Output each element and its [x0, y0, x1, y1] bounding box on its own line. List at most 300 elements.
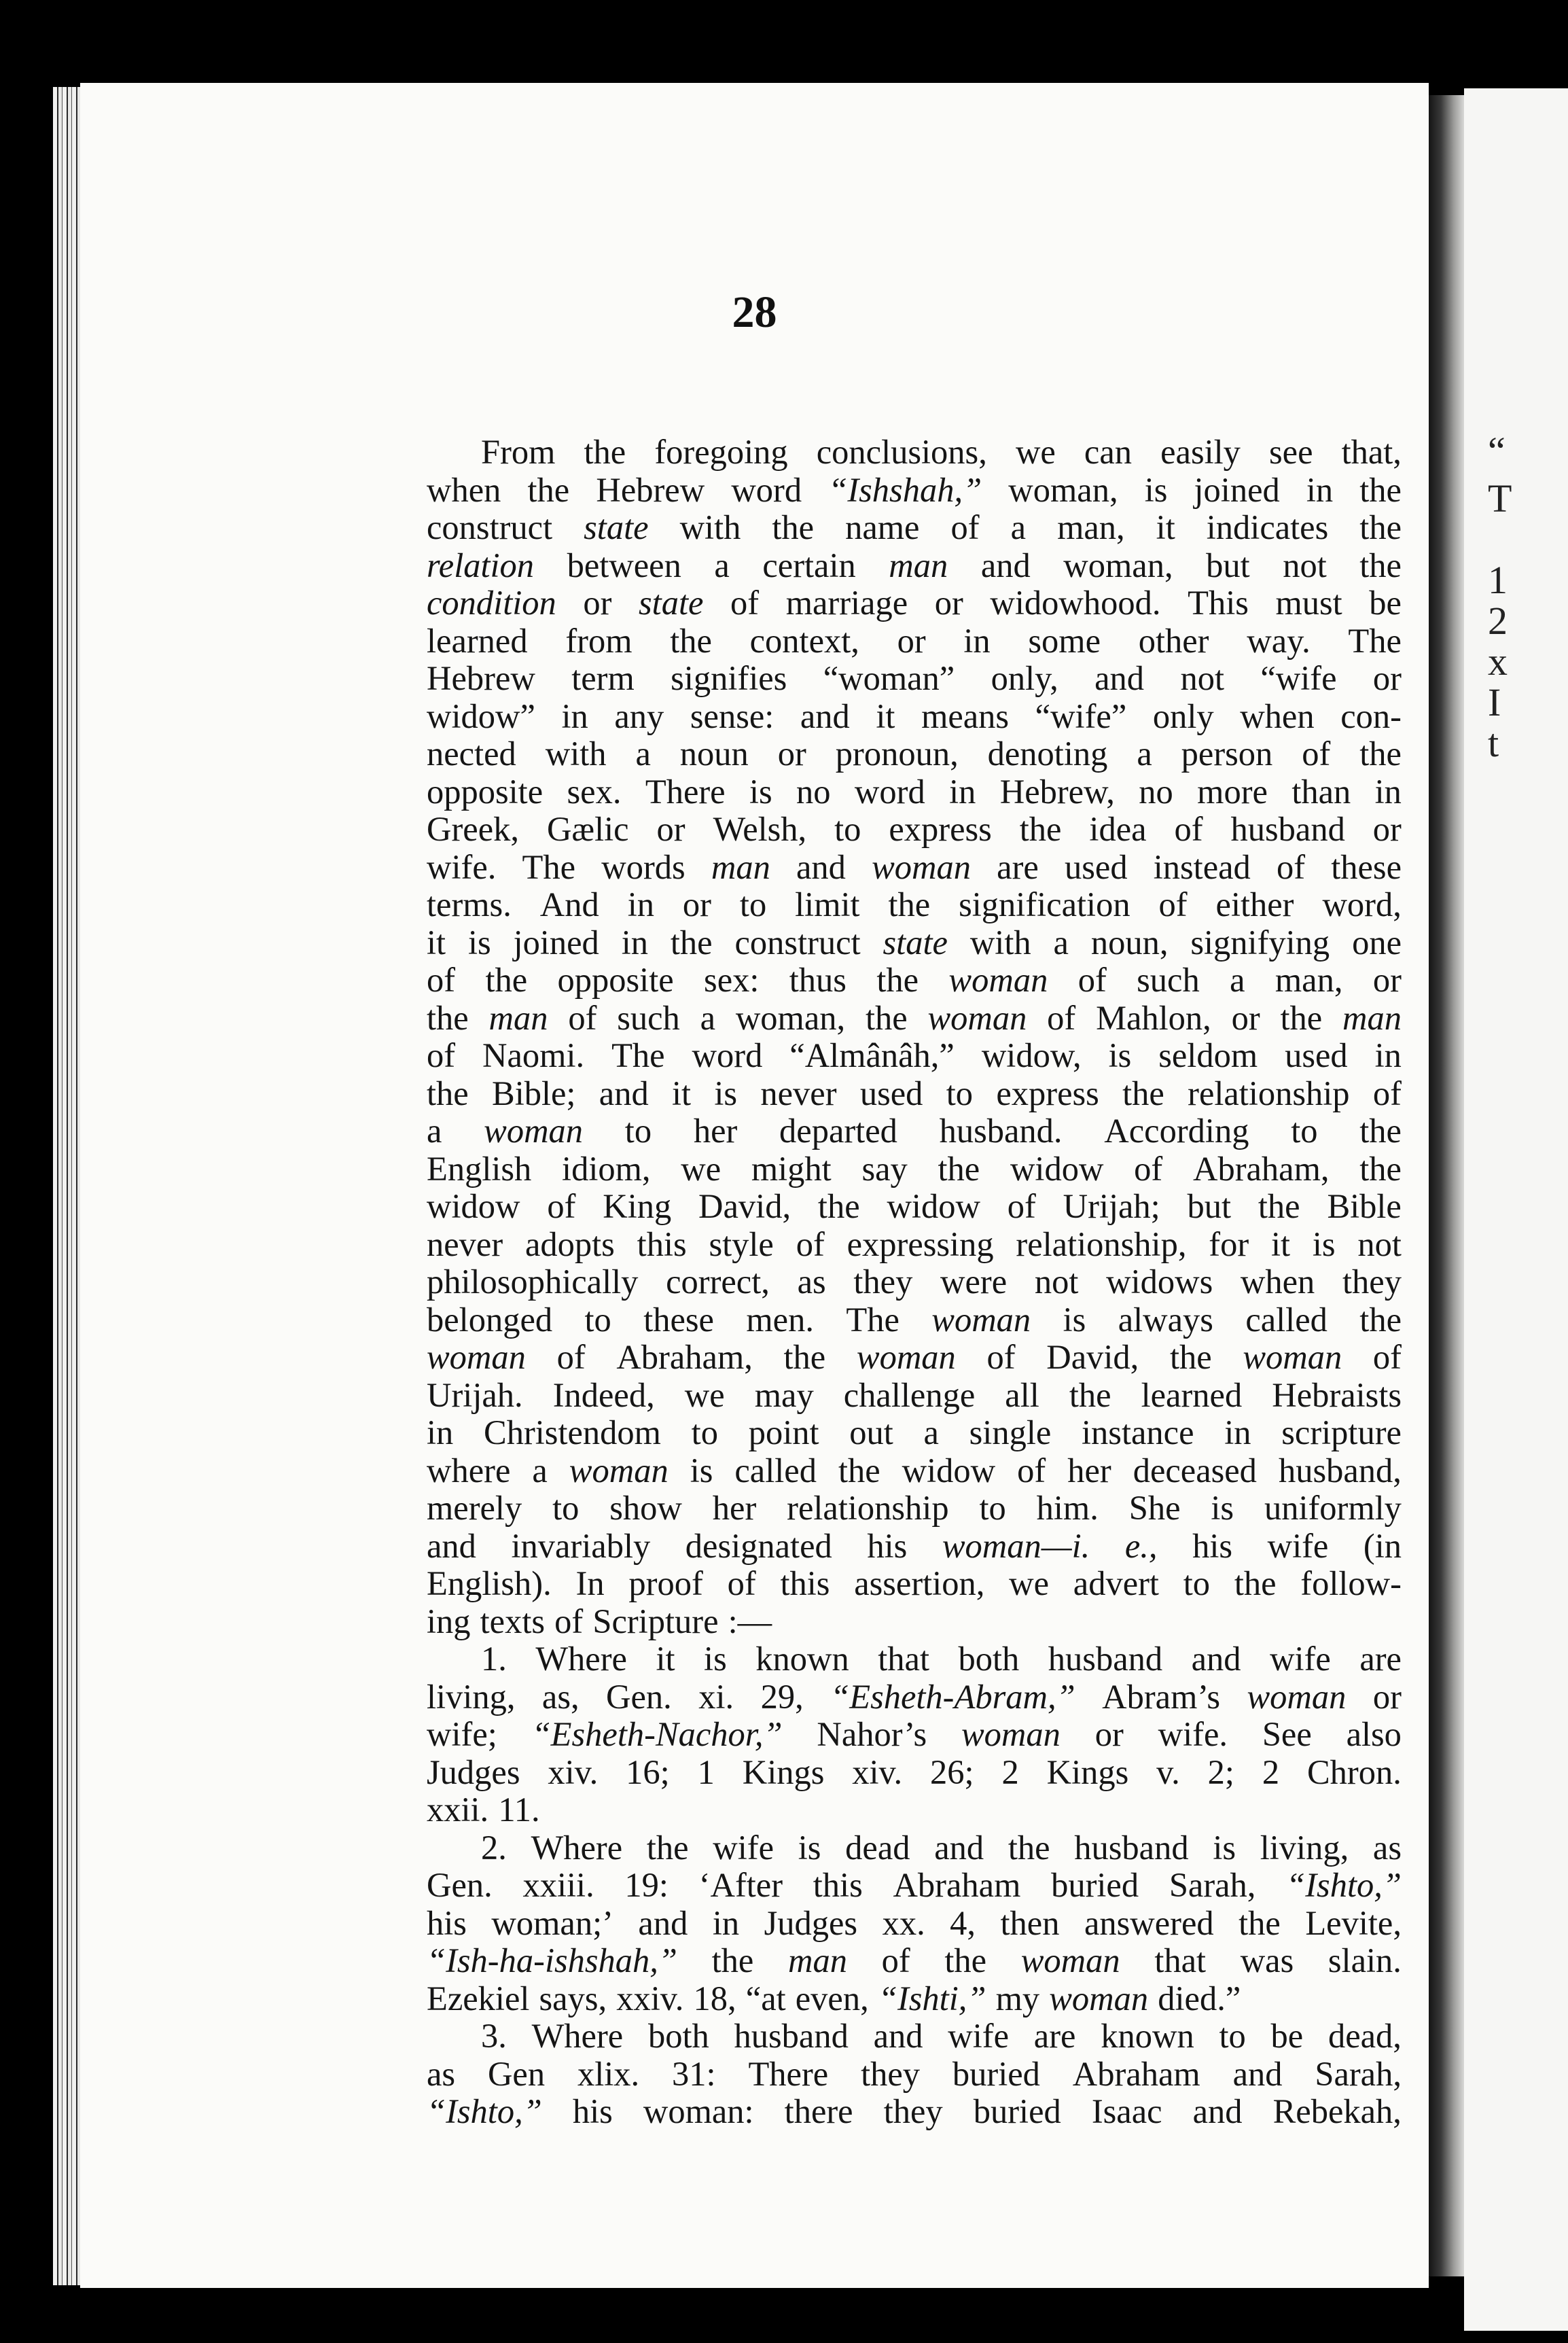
word: word	[731, 470, 802, 509]
word: a	[714, 546, 730, 584]
word: with	[679, 508, 741, 546]
word: men.	[746, 1300, 814, 1339]
word: opposite	[427, 772, 544, 811]
word: “wife”	[1035, 697, 1127, 735]
text-line	[427, 1226, 1402, 1264]
adjacent-page-edge	[1464, 88, 1568, 2331]
word: thus	[789, 961, 847, 999]
word: Gen.	[427, 1866, 493, 1904]
word: in	[712, 1903, 740, 1942]
word: and	[1191, 1640, 1241, 1678]
word: the	[646, 1828, 689, 1867]
word: the	[817, 1187, 860, 1225]
word: may	[754, 1375, 814, 1414]
word: the	[1359, 546, 1402, 584]
word: the	[485, 961, 528, 999]
word: with	[545, 735, 607, 773]
word: are	[997, 847, 1039, 886]
word: 2;	[1207, 1752, 1234, 1791]
word: and	[1192, 2092, 1243, 2130]
word: the	[1019, 810, 1062, 848]
word: there	[784, 2092, 853, 2130]
word: of	[427, 1036, 456, 1074]
word: it	[656, 1640, 675, 1678]
word: Scripture	[592, 1602, 719, 1640]
word: in	[1306, 470, 1334, 509]
word: of	[796, 1225, 825, 1263]
word: and	[796, 847, 846, 886]
word: or	[682, 885, 711, 923]
word: Bible	[1327, 1187, 1402, 1225]
word: of	[1007, 1187, 1036, 1225]
word: is	[467, 923, 491, 962]
word: it	[1156, 508, 1175, 546]
word: name	[845, 508, 920, 546]
word: of	[727, 1564, 756, 1602]
word: From	[481, 433, 556, 471]
word: Isaac	[1091, 2092, 1162, 2130]
word: 2	[1262, 1752, 1280, 1791]
word: The	[1348, 621, 1402, 660]
text-line	[427, 472, 1402, 510]
word: of	[1077, 961, 1107, 999]
word: woman	[1020, 1941, 1120, 1979]
word: the	[1359, 470, 1402, 509]
word: or	[1372, 810, 1402, 848]
word: show	[609, 1489, 682, 1527]
word: of	[427, 961, 456, 999]
text-line	[427, 773, 1402, 811]
word: all	[1005, 1375, 1039, 1414]
word: never	[427, 1225, 503, 1263]
text-line	[427, 1414, 1402, 1452]
word: and	[800, 697, 850, 735]
word: her	[712, 1489, 757, 1527]
word: out	[849, 1413, 893, 1451]
word: in	[1374, 1036, 1402, 1074]
word: we	[1009, 1564, 1049, 1602]
word: and	[934, 1828, 984, 1867]
text-line	[427, 1150, 1402, 1188]
word: are	[1033, 2017, 1076, 2055]
text-line	[427, 2018, 1402, 2056]
word: follow-	[1300, 1564, 1402, 1602]
word: this	[637, 1225, 687, 1263]
word: relationship,	[1016, 1225, 1187, 1263]
word: :—	[728, 1602, 772, 1640]
word: The	[846, 1300, 899, 1339]
word: There	[645, 772, 726, 811]
word: advert	[1073, 1564, 1159, 1602]
word: and	[599, 1074, 649, 1112]
word: woman	[1049, 1979, 1149, 2018]
word: is	[1211, 1489, 1234, 1527]
adjacent-page-glyph: x	[1488, 639, 1508, 684]
word: to	[739, 885, 767, 923]
word: Hebrew	[596, 470, 705, 509]
word: Rebekah,	[1272, 2092, 1402, 2130]
word: is	[714, 1074, 738, 1112]
word: is	[749, 772, 772, 811]
word: pronoun,	[835, 735, 959, 773]
word: might	[751, 1149, 832, 1188]
word: means	[921, 697, 1010, 735]
word: 4,	[950, 1903, 976, 1942]
text-line	[427, 1037, 1402, 1075]
word: be	[1369, 584, 1402, 622]
text-line	[427, 1188, 1402, 1226]
word: used	[1285, 1036, 1348, 1074]
word: the	[1169, 1338, 1212, 1376]
word: seldom	[1158, 1036, 1258, 1074]
word: “Ish-ha-ishshah,”	[427, 1941, 677, 1979]
word: to	[979, 1489, 1006, 1527]
word: the	[944, 1941, 987, 1979]
word: his	[1192, 1526, 1233, 1565]
word: ‘After	[698, 1866, 783, 1904]
word: widow	[1010, 1149, 1104, 1188]
word: Urijah;	[1063, 1187, 1160, 1225]
word: buried	[952, 2054, 1040, 2093]
word: Judges	[427, 1752, 520, 1791]
word: to	[552, 1489, 580, 1527]
word: woman,	[1063, 546, 1173, 584]
word: the	[711, 1941, 754, 1979]
word: the	[865, 998, 908, 1037]
text-line	[427, 698, 1402, 736]
word: in	[1374, 772, 1402, 811]
text-line	[427, 1452, 1402, 1490]
word: it	[427, 923, 446, 962]
word: assertion,	[854, 1564, 985, 1602]
word: any	[614, 697, 664, 735]
word: Ezekiel	[427, 1979, 530, 2018]
word: of	[1372, 1074, 1402, 1112]
word: of	[1134, 1149, 1163, 1188]
word: way.	[1247, 621, 1311, 660]
word: challenge	[843, 1375, 976, 1414]
word: only,	[991, 659, 1058, 697]
word: She	[1128, 1489, 1181, 1527]
word: only	[1152, 697, 1214, 735]
word: signifying	[1190, 923, 1330, 962]
word: the	[670, 621, 712, 660]
word: certain	[762, 546, 856, 584]
text-line	[427, 1112, 1402, 1150]
word: the	[876, 961, 919, 999]
word: This	[1188, 584, 1249, 622]
word: departed	[779, 1112, 897, 1150]
word: correct,	[666, 1263, 770, 1301]
word: 2	[1001, 1752, 1019, 1791]
word: for	[1209, 1225, 1249, 1263]
word: we	[684, 1375, 725, 1414]
word: it	[672, 1074, 692, 1112]
text-line	[427, 1490, 1402, 1528]
word: no	[1139, 772, 1173, 811]
word: is	[1063, 1300, 1086, 1339]
word: invariably	[511, 1526, 651, 1565]
word: of	[568, 998, 597, 1037]
word: Abraham	[1072, 2054, 1200, 2093]
word: known	[1101, 2017, 1194, 2055]
word: denoting	[987, 735, 1108, 773]
word: “Ishto,”	[1286, 1866, 1402, 1904]
text-line	[427, 1867, 1402, 1905]
word: state	[639, 584, 704, 622]
text-line	[427, 1716, 1402, 1754]
word: when	[1240, 1263, 1315, 1301]
word: where	[427, 1451, 511, 1490]
word: Bible;	[492, 1074, 576, 1112]
word: woman	[484, 1112, 584, 1150]
word: idiom,	[562, 1149, 651, 1188]
word: in	[621, 923, 648, 962]
word: can	[1084, 433, 1133, 471]
word: of	[1372, 1338, 1402, 1376]
text-line	[427, 2093, 1402, 2131]
word: is	[690, 1451, 713, 1490]
word: woman	[1243, 1338, 1342, 1376]
page-number: 28	[732, 287, 777, 337]
word: and	[980, 546, 1031, 584]
word: wife	[713, 1828, 774, 1867]
text-line	[427, 1905, 1402, 1943]
word: David,	[1046, 1338, 1139, 1376]
word: living,	[1260, 1828, 1349, 1867]
word: xiv.	[852, 1752, 903, 1791]
word: 26;	[930, 1752, 974, 1791]
word: a	[1053, 923, 1069, 962]
word: or	[1231, 998, 1260, 1037]
word: Welsh,	[713, 810, 807, 848]
word: between	[567, 546, 681, 584]
word: Hebrew,	[999, 772, 1115, 811]
word: buried	[1051, 1866, 1139, 1904]
word: died.”	[1158, 1979, 1241, 2018]
text-line	[427, 1339, 1402, 1377]
word: known	[755, 1640, 849, 1678]
word: both	[647, 2017, 709, 2055]
word: terms.	[427, 885, 512, 923]
word: woman	[427, 1338, 526, 1376]
word: called	[1245, 1300, 1328, 1339]
word: the	[1359, 508, 1402, 546]
word: him.	[1036, 1489, 1099, 1527]
word: the	[1258, 1187, 1300, 1225]
word: and	[873, 2017, 923, 2055]
word: of	[1276, 847, 1306, 886]
text-line	[427, 1377, 1402, 1415]
word: joined	[513, 923, 599, 962]
word: say	[861, 1149, 908, 1188]
word: sense:	[690, 697, 774, 735]
word: express	[996, 1074, 1099, 1112]
word: a	[1137, 735, 1152, 773]
word: man	[1342, 998, 1402, 1037]
word: Abraham,	[616, 1338, 753, 1376]
word: Hebrew	[427, 659, 535, 697]
word: instead	[1153, 847, 1251, 886]
word: noun,	[1090, 923, 1169, 962]
word: “Ishto,”	[427, 2092, 542, 2130]
adjacent-page-glyph: “	[1488, 429, 1505, 473]
word: widow	[427, 1187, 520, 1225]
word: never	[760, 1074, 837, 1112]
word: uniformly	[1264, 1489, 1402, 1527]
word: this	[813, 1866, 863, 1904]
text-line	[427, 1603, 1402, 1641]
word: or	[934, 584, 963, 622]
word: David,	[698, 1187, 791, 1225]
word: the	[1069, 1375, 1111, 1414]
word: husband.	[939, 1112, 1063, 1150]
word: woman—i.	[942, 1526, 1090, 1565]
word: woman	[1247, 1677, 1347, 1716]
word: Nahor’s	[817, 1715, 927, 1753]
word: condition	[427, 584, 556, 622]
word: buried	[973, 2092, 1061, 2130]
text-line	[427, 1075, 1402, 1113]
word: his	[427, 1903, 467, 1942]
word: to	[946, 1074, 974, 1112]
word: scripture	[1281, 1413, 1402, 1451]
word: instance	[1082, 1413, 1194, 1451]
word: a	[635, 735, 651, 773]
adjacent-page-glyph: 2	[1488, 599, 1508, 643]
word: ing	[427, 1602, 471, 1640]
word: the	[1234, 1564, 1277, 1602]
word: And	[539, 885, 599, 923]
word: or	[1372, 961, 1402, 999]
word: her	[1067, 1451, 1111, 1490]
word: 16;	[626, 1752, 670, 1791]
word: or	[897, 621, 926, 660]
word: in	[627, 885, 654, 923]
word: and	[1232, 2054, 1283, 2093]
word: husband	[1048, 1640, 1163, 1678]
word: to	[584, 1300, 611, 1339]
word: 11.	[498, 1791, 540, 1829]
text-line	[427, 1754, 1402, 1792]
word: the	[938, 1149, 980, 1188]
word: nected	[427, 735, 516, 773]
word: with	[969, 923, 1031, 962]
word: even,	[795, 1979, 869, 2018]
word: the	[584, 433, 626, 471]
word: to	[1219, 2017, 1246, 2055]
word: husband	[1230, 810, 1345, 848]
word: Abraham	[893, 1866, 1021, 1904]
word: a	[1230, 961, 1245, 999]
word: widows	[1106, 1263, 1213, 1301]
word: Christendom	[484, 1413, 661, 1451]
word: slain.	[1328, 1941, 1402, 1979]
word: man	[889, 546, 948, 584]
word: Sarah,	[1315, 2054, 1402, 2093]
adjacent-page-glyph: I	[1488, 680, 1501, 724]
word: husband	[734, 2017, 849, 2055]
word: marriage	[785, 584, 908, 622]
adjacent-page-glyph: T	[1488, 476, 1512, 521]
word: sex:	[704, 961, 760, 999]
word: proof	[628, 1564, 703, 1602]
word: express	[889, 810, 992, 848]
word: Where	[535, 1640, 627, 1678]
word: word	[692, 1036, 763, 1074]
word: that	[878, 1640, 929, 1678]
word: Abram’s	[1102, 1677, 1221, 1716]
word: husband,	[1278, 1451, 1402, 1490]
word: “Esheth-Abram,”	[830, 1677, 1075, 1716]
word: we	[1015, 433, 1056, 471]
word: sex.	[567, 772, 622, 811]
word: 31:	[672, 2054, 716, 2093]
word: must	[1275, 584, 1342, 622]
text-line	[427, 1528, 1402, 1566]
word: says,	[539, 1979, 607, 2018]
word: English).	[427, 1564, 552, 1602]
word: no	[796, 772, 831, 811]
word: context,	[749, 621, 859, 660]
word: point	[748, 1413, 819, 1451]
text-line	[427, 1791, 1402, 1829]
word: his	[572, 2092, 613, 2130]
word: of	[1158, 885, 1188, 923]
word: a	[700, 998, 716, 1037]
word: more	[1197, 772, 1268, 811]
word: of	[554, 1602, 584, 1640]
word: e.,	[1124, 1526, 1158, 1565]
word: 29,	[760, 1677, 804, 1716]
word: the	[772, 508, 815, 546]
word: Gen	[487, 2054, 546, 2093]
word: Kings	[742, 1752, 825, 1791]
word: noun	[679, 735, 749, 773]
word: relationship	[787, 1489, 949, 1527]
word: Sarah,	[1169, 1866, 1256, 1904]
word: in	[1224, 1413, 1251, 1451]
word: Judges	[764, 1903, 858, 1942]
word: was	[1240, 1941, 1294, 1979]
word: Hebraists	[1272, 1375, 1402, 1414]
word: are	[1359, 1640, 1402, 1678]
word: man	[788, 1941, 847, 1979]
word: always	[1118, 1300, 1213, 1339]
word: these	[643, 1300, 714, 1339]
word: word	[854, 772, 925, 811]
word: dead,	[1328, 2017, 1402, 2055]
word: of	[547, 1187, 576, 1225]
word: widow”	[427, 697, 535, 735]
word: the	[838, 1451, 880, 1490]
word: Gen.	[606, 1677, 672, 1716]
word: they	[883, 2092, 943, 2130]
word: signification	[959, 885, 1130, 923]
word: or	[656, 810, 685, 848]
word: According	[1104, 1112, 1249, 1150]
word: as	[427, 2054, 456, 2093]
word: or	[1094, 1715, 1124, 1753]
word: (in	[1363, 1526, 1402, 1565]
word: be	[1270, 2017, 1304, 2055]
word: in	[963, 621, 991, 660]
word: as	[797, 1263, 826, 1301]
word: also	[1346, 1715, 1402, 1753]
word: of	[1174, 810, 1203, 848]
word: woman	[961, 1715, 1061, 1753]
word: or	[1372, 659, 1402, 697]
